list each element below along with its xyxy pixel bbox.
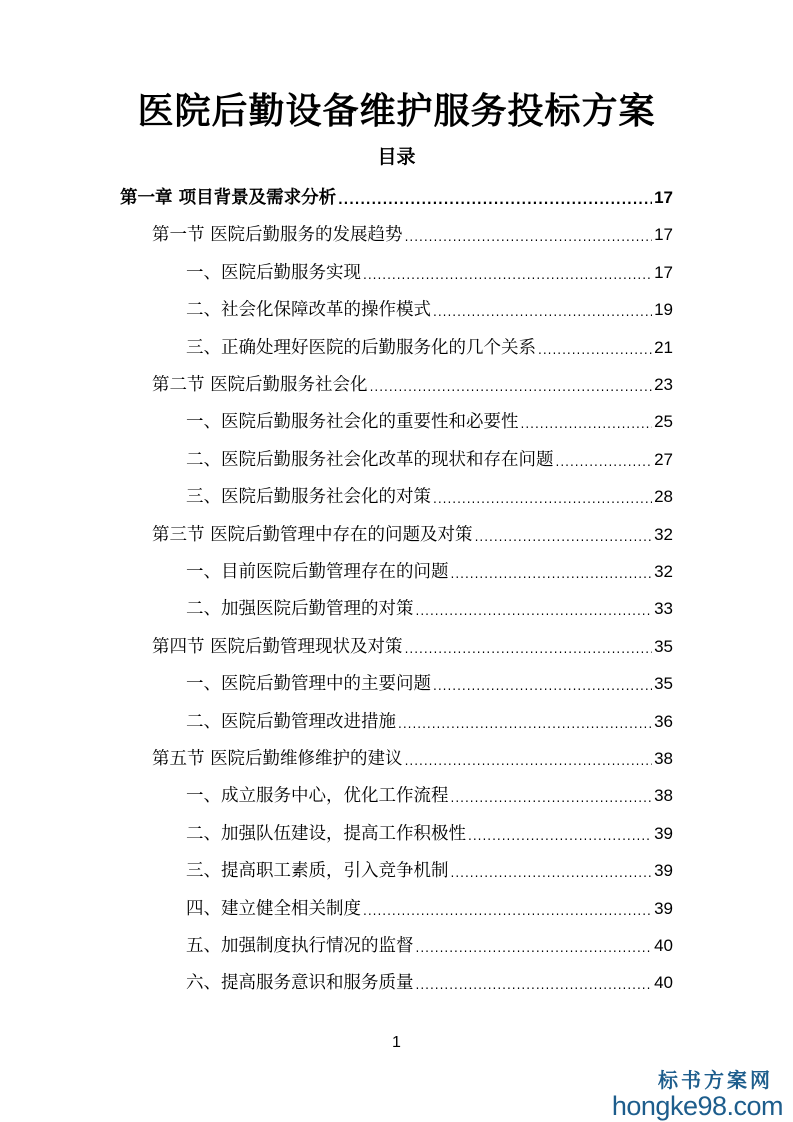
toc-entry-label: 二、加强队伍建设，提高工作积极性 [186,823,466,844]
toc-entry-page: 25 [654,412,673,432]
toc-dot-leader [398,718,652,730]
toc-entry[interactable] [186,928,673,958]
toc-entry-page: 17 [654,225,673,245]
toc-entry-label: 三、提高职工素质，引入竞争机制 [186,861,449,882]
toc-dot-leader [468,830,652,842]
toc-entry-label: 二、加强医院后勤管理的对策 [186,599,414,620]
toc-dot-leader [405,231,653,243]
toc-entry-page: 40 [654,973,673,993]
toc-dot-leader [370,381,653,393]
toc-dot-leader [475,531,653,543]
toc-entry[interactable] [186,778,673,808]
toc-entry-label: 一、成立服务中心，优化工作流程 [186,786,449,807]
toc-entry-page: 17 [654,188,673,207]
toc-entry[interactable] [186,479,673,509]
toc-entry-page: 35 [654,636,673,656]
watermark-url: hongke98.com [611,1091,783,1121]
toc-dot-leader [405,755,653,767]
toc-entry[interactable] [186,330,673,360]
toc-entry[interactable] [120,180,673,210]
watermark [612,1068,783,1120]
toc-entry-label: 二、医院后勤服务社会化改革的现状和存在问题 [186,449,554,470]
toc-dot-leader [556,456,653,468]
toc-entry[interactable] [152,629,673,659]
toc-entry-label: 三、正确处理好医院的后勤服务化的几个关系 [186,337,536,358]
toc-entry[interactable] [152,517,673,547]
toc-entry-page: 36 [654,711,673,731]
toc-entry[interactable] [186,965,673,995]
toc-entry-page: 33 [654,599,673,619]
toc-entry[interactable] [186,666,673,696]
toc-entry-page: 35 [654,674,673,694]
toc-heading: 目录 [377,146,416,168]
toc-entry[interactable] [152,367,673,397]
toc-entry-label: 第一章 项目背景及需求分析 [120,188,337,208]
toc-entry[interactable] [186,853,673,883]
toc-entry[interactable] [186,292,673,322]
watermark-name: 标书方案网 [658,1068,773,1092]
toc-entry-page: 40 [654,936,673,955]
toc-dot-leader [363,905,652,917]
toc-dot-leader [405,643,653,655]
toc-dot-leader [538,344,652,356]
toc-entry-label: 四、建立健全相关制度 [186,898,361,919]
toc-dot-leader [451,568,653,580]
toc-entry-label: 三、医院后勤服务社会化的对策 [186,487,431,508]
toc-dot-leader [363,269,652,281]
toc-entry[interactable] [186,591,673,621]
toc-entry-label: 第四节 医院后勤管理现状及对策 [152,636,403,657]
toc-entry-label: 一、医院后勤管理中的主要问题 [186,674,431,695]
toc-entry-page: 19 [654,300,673,320]
toc-entry-label: 第五节 医院后勤维修维护的建议 [152,749,403,769]
toc-entry-page: 27 [654,449,673,469]
toc-entry-label: 一、医院后勤服务社会化的重要性和必要性 [186,412,519,433]
toc-dot-leader [338,194,652,206]
toc-dot-leader [433,680,652,692]
toc-entry-page: 38 [654,786,673,806]
toc-entry[interactable] [186,816,673,846]
toc-dot-leader [451,792,653,804]
toc-entry[interactable] [152,217,673,247]
toc-entry-page: 39 [654,898,673,918]
toc-entry-page: 32 [654,562,673,581]
toc-entry-label: 一、医院后勤服务实现 [186,262,361,283]
toc-entry-page: 17 [654,262,673,282]
toc-entry[interactable] [186,891,673,921]
toc-entry-page: 39 [654,861,673,881]
toc-entry-page: 21 [654,337,673,357]
toc-entry[interactable] [186,704,673,734]
toc-entry-page: 38 [654,749,673,768]
toc-entry-label: 第三节 医院后勤管理中存在的问题及对策 [152,524,473,545]
page-number: 1 [392,1034,401,1051]
page-title: 医院后勤设备维护服务投标方案 [137,91,656,132]
toc-entry-page: 39 [654,823,673,843]
toc-entry-label: 六、提高服务意识和服务质量 [186,973,414,994]
toc-dot-leader [416,942,653,954]
toc-entry-page: 28 [654,487,673,507]
toc-entry[interactable] [186,255,673,285]
toc-dot-leader [416,605,653,617]
toc-dot-leader [416,979,653,991]
toc-entry[interactable] [186,404,673,434]
toc-entry-page: 32 [654,524,673,544]
toc-entry-page: 23 [654,375,673,394]
toc-entry-label: 第二节 医院后勤服务社会化 [152,375,368,395]
toc-entry-label: 二、社会化保障改革的操作模式 [186,300,431,321]
toc-entry[interactable] [152,741,673,771]
toc-entry-label: 五、加强制度执行情况的监督 [186,936,414,956]
toc-entry[interactable] [186,554,673,584]
toc-dot-leader [521,418,653,430]
toc-dot-leader [433,493,652,505]
toc-entry-label: 二、医院后勤管理改进措施 [186,711,396,732]
toc-dot-leader [451,867,653,879]
toc-entry-label: 第一节 医院后勤服务的发展趋势 [152,225,403,246]
toc-dot-leader [433,306,652,318]
toc-entry[interactable] [186,442,673,472]
toc-entry-label: 一、目前医院后勤管理存在的问题 [186,562,449,582]
